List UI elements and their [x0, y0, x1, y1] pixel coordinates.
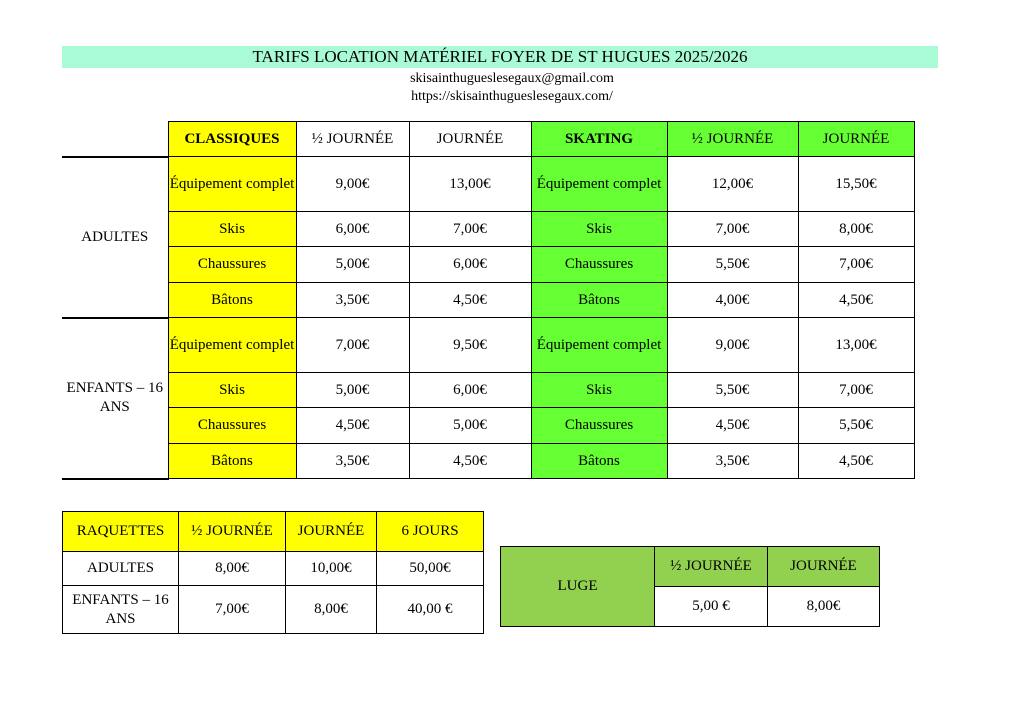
header-classiques-half: ½ JOURNÉE — [296, 122, 409, 157]
price-cell: 4,50€ — [409, 283, 531, 318]
price-cell: 5,00€ — [409, 408, 531, 444]
price-cell: 4,50€ — [667, 408, 798, 444]
price-cell: 5,50€ — [667, 373, 798, 408]
raquettes-table — [62, 511, 484, 634]
item-cell: Équipement complet — [531, 318, 667, 373]
price-cell: 3,50€ — [667, 444, 798, 479]
price-cell: 4,50€ — [798, 444, 914, 479]
price-cell: 7,00€ — [179, 586, 286, 634]
item-cell: Skis — [168, 212, 296, 247]
price-cell: 8,00€ — [179, 552, 286, 586]
item-cell: Chaussures — [531, 247, 667, 283]
header-skating: SKATING — [531, 122, 667, 157]
price-cell: 15,50€ — [798, 157, 914, 212]
item-cell: Chaussures — [531, 408, 667, 444]
price-cell: 50,00€ — [377, 552, 484, 586]
item-cell: Bâtons — [531, 283, 667, 318]
price-cell: 4,50€ — [409, 444, 531, 479]
price-cell: 13,00€ — [798, 318, 914, 373]
price-cell: 3,50€ — [296, 444, 409, 479]
item-cell: Skis — [168, 373, 296, 408]
price-cell: 10,00€ — [286, 552, 377, 586]
row-label-children: ENFANTS – 16 ANS — [63, 586, 179, 634]
price-cell: 5,00 € — [655, 587, 768, 627]
price-cell: 7,00€ — [667, 212, 798, 247]
price-cell: 5,50€ — [667, 247, 798, 283]
contact-email: skisainthugueslesegaux@gmail.com — [410, 71, 614, 86]
price-cell: 4,00€ — [667, 283, 798, 318]
header-raquettes-6days: 6 JOURS — [377, 512, 484, 552]
header-classiques: CLASSIQUES — [168, 122, 296, 157]
price-cell: 9,50€ — [409, 318, 531, 373]
header-raquettes-day: JOURNÉE — [286, 512, 377, 552]
item-cell: Équipement complet — [168, 318, 296, 373]
price-cell: 6,00€ — [409, 247, 531, 283]
header-raquettes-half: ½ JOURNÉE — [179, 512, 286, 552]
price-cell: 7,00€ — [798, 247, 914, 283]
item-cell: Chaussures — [168, 247, 296, 283]
price-cell: 8,00€ — [798, 212, 914, 247]
price-cell: 6,00€ — [409, 373, 531, 408]
header-classiques-day: JOURNÉE — [409, 122, 531, 157]
price-cell: 7,00€ — [296, 318, 409, 373]
item-cell: Bâtons — [531, 444, 667, 479]
header-skating-half: ½ JOURNÉE — [667, 122, 798, 157]
price-cell: 5,00€ — [296, 247, 409, 283]
header-luge-half: ½ JOURNÉE — [655, 547, 768, 587]
price-cell: 6,00€ — [296, 212, 409, 247]
item-cell: Équipement complet — [168, 157, 296, 212]
group-label-children: ENFANTS – 16 ANS — [62, 318, 168, 479]
price-cell: 7,00€ — [798, 373, 914, 408]
price-cell: 40,00 € — [377, 586, 484, 634]
item-cell: Bâtons — [168, 444, 296, 479]
item-cell: Équipement complet — [531, 157, 667, 212]
item-cell: Bâtons — [168, 283, 296, 318]
ski-rental-table — [62, 121, 915, 480]
group-label-adults: ADULTES — [62, 157, 168, 318]
header-raquettes: RAQUETTES — [63, 512, 179, 552]
price-cell: 4,50€ — [798, 283, 914, 318]
price-cell: 5,50€ — [798, 408, 914, 444]
empty-corner — [62, 122, 168, 157]
price-cell: 7,00€ — [409, 212, 531, 247]
item-cell: Skis — [531, 212, 667, 247]
price-cell: 5,00€ — [296, 373, 409, 408]
price-cell: 9,00€ — [667, 318, 798, 373]
price-cell: 12,00€ — [667, 157, 798, 212]
header-skating-day: JOURNÉE — [798, 122, 914, 157]
item-cell: Chaussures — [168, 408, 296, 444]
header-luge-day: JOURNÉE — [768, 547, 880, 587]
page-title: TARIFS LOCATION MATÉRIEL FOYER DE ST HUGUES 2025/2026 — [62, 46, 938, 68]
price-cell: 3,50€ — [296, 283, 409, 318]
header-luge: LUGE — [501, 547, 655, 627]
luge-table — [500, 546, 880, 627]
price-cell: 9,00€ — [296, 157, 409, 212]
item-cell: Skis — [531, 373, 667, 408]
price-cell: 8,00€ — [768, 587, 880, 627]
price-cell: 4,50€ — [296, 408, 409, 444]
price-cell: 13,00€ — [409, 157, 531, 212]
row-label-adults: ADULTES — [63, 552, 179, 586]
website-url: https://skisainthugueslesegaux.com/ — [411, 89, 613, 104]
price-cell: 8,00€ — [286, 586, 377, 634]
